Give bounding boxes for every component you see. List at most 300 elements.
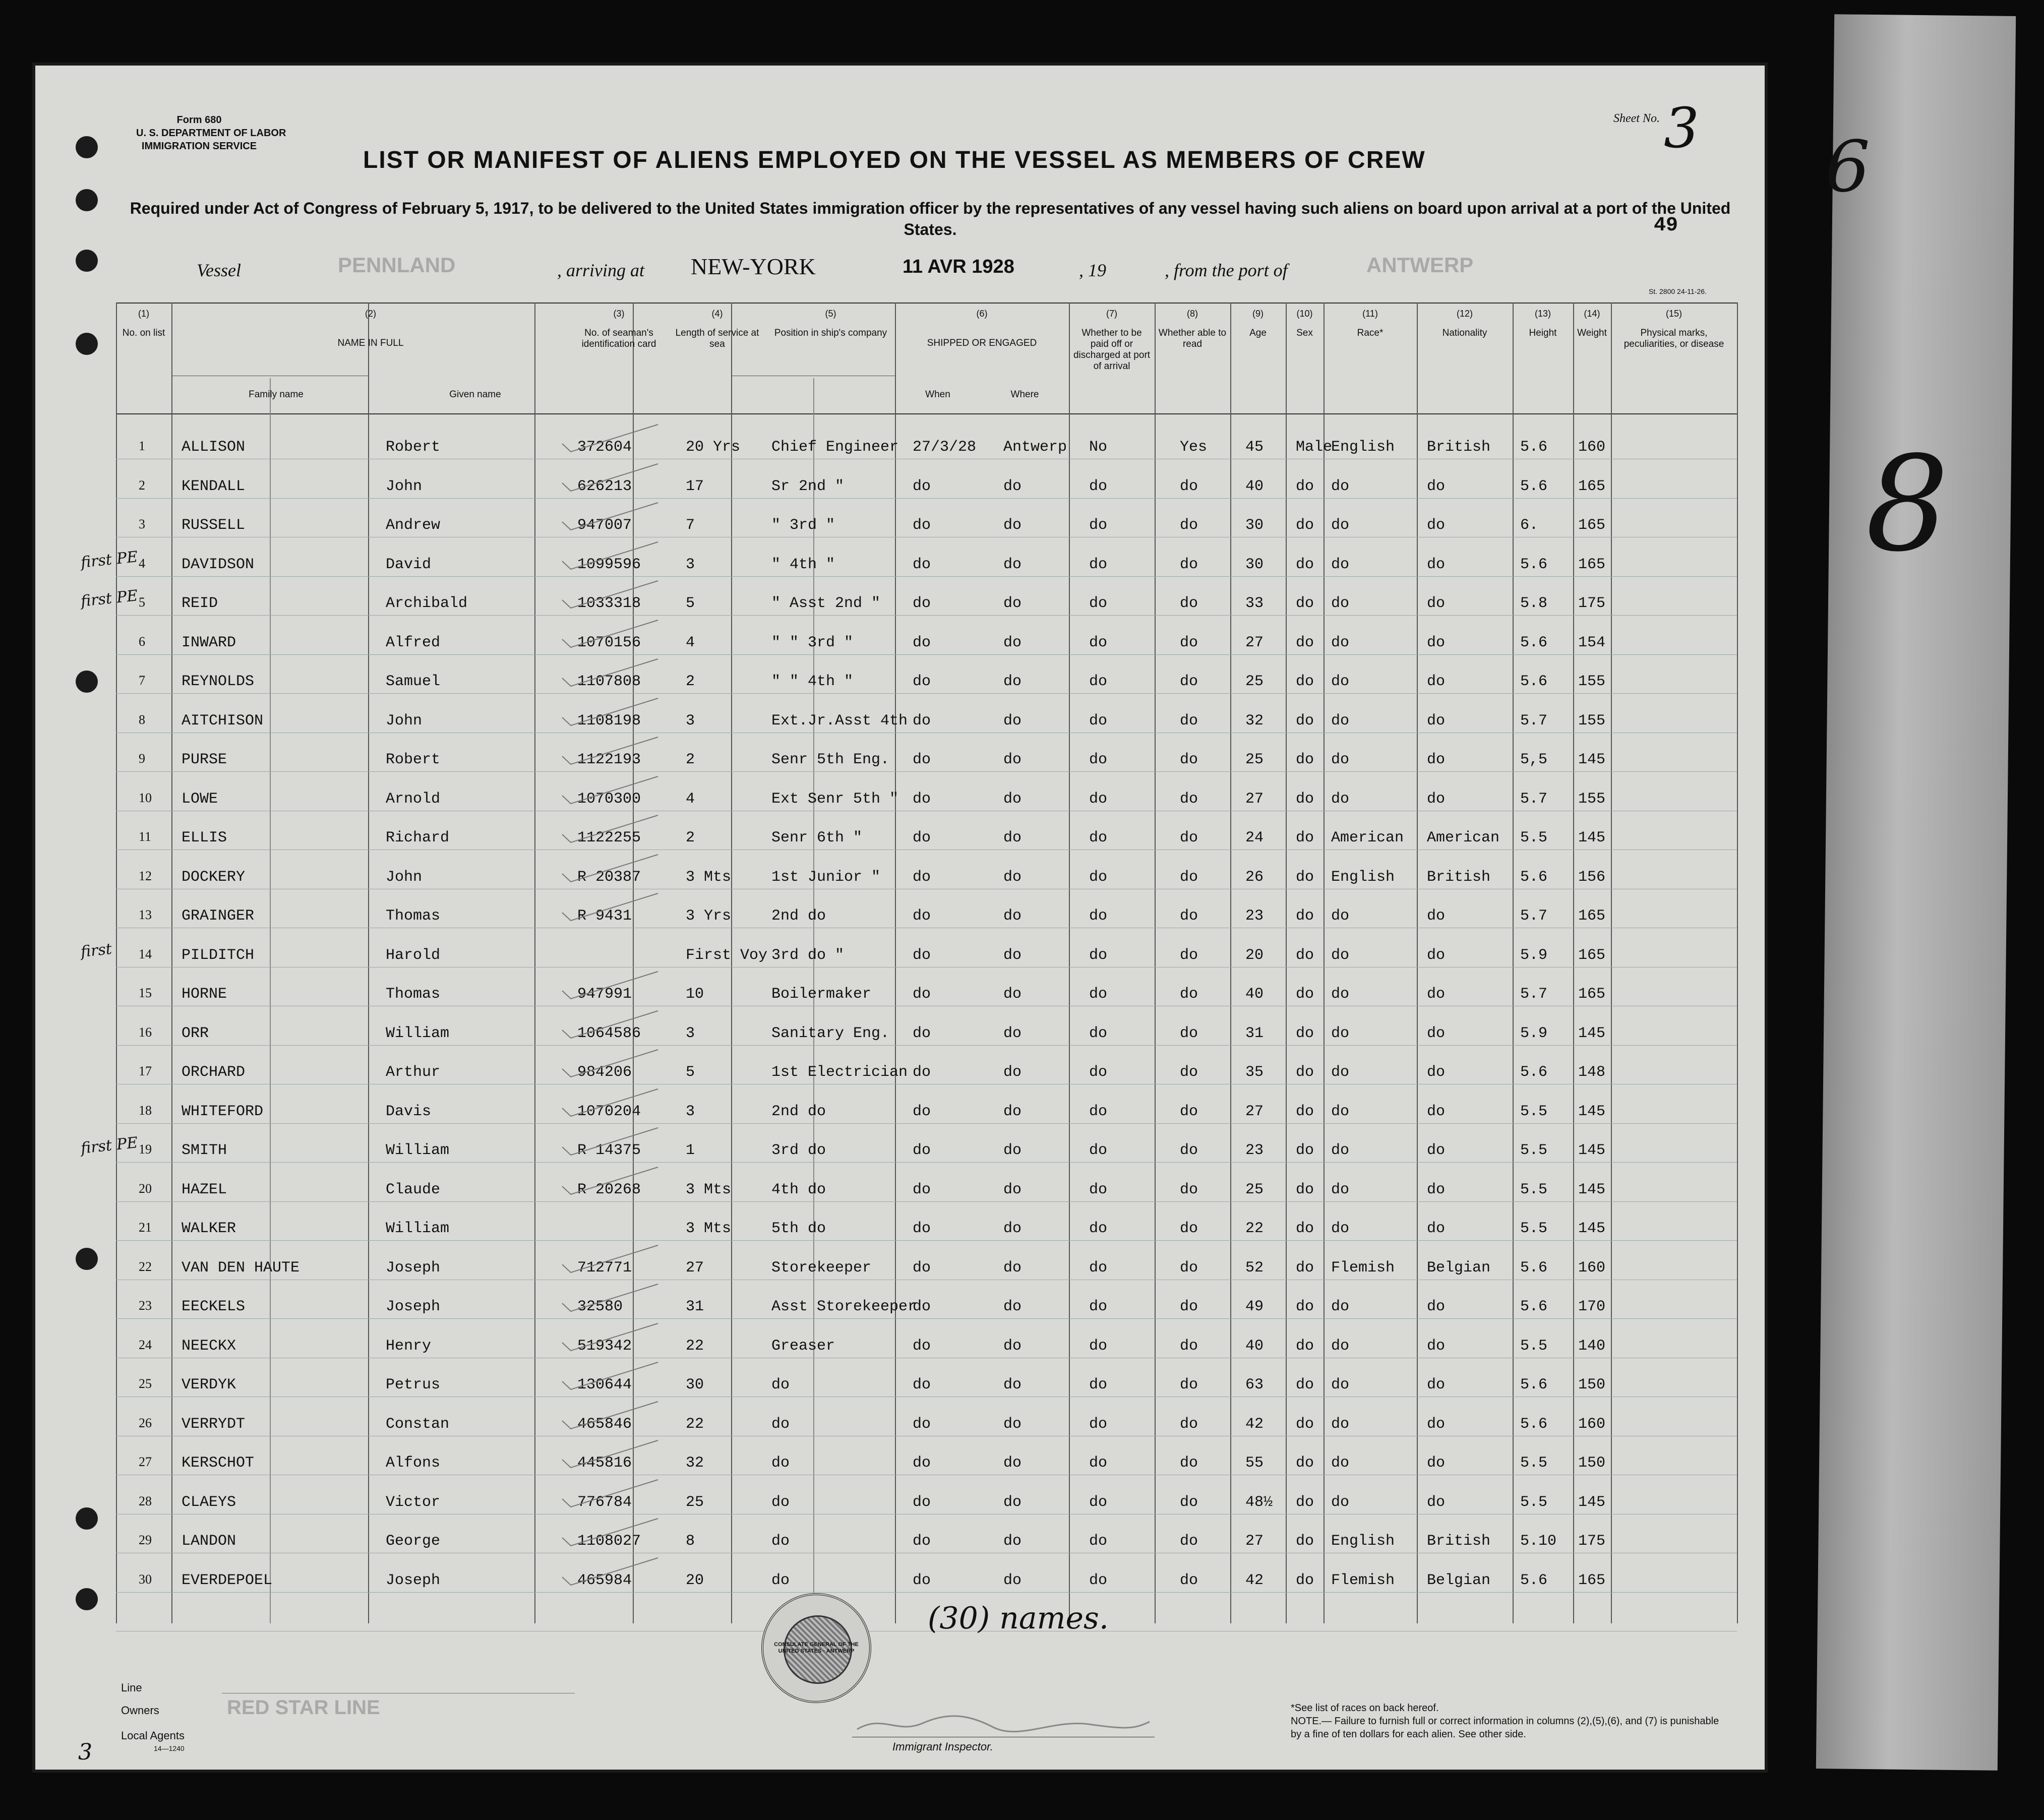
table-cell: do <box>1003 595 1022 612</box>
table-cell: 145 <box>1578 751 1606 768</box>
table-cell: EVERDEPOEL <box>182 1571 273 1589</box>
table-cell: " " 3rd " <box>771 634 854 651</box>
table-cell: 165 <box>1578 986 1606 1003</box>
column-header: Sex <box>1296 328 1313 338</box>
table-cell: 49 <box>1245 1298 1264 1315</box>
table-cell: do <box>1089 1064 1108 1081</box>
table-cell: Senr 6th " <box>771 829 863 846</box>
table-cell: do <box>1089 1142 1108 1159</box>
table-cell: do <box>1296 868 1314 886</box>
arriving-label: , arriving at <box>557 260 645 280</box>
ruled-line <box>116 771 1737 772</box>
table-cell: HORNE <box>182 986 227 1003</box>
check-mark <box>560 619 660 652</box>
table-cell: do <box>1296 1337 1314 1355</box>
table-cell: 2nd do <box>771 1103 826 1120</box>
table-cell: 40 <box>1245 477 1264 495</box>
row-number: 26 <box>139 1415 152 1430</box>
table-cell: do <box>1180 673 1198 690</box>
table-cell: do <box>1089 1024 1108 1042</box>
table-cell: ALLISON <box>182 439 246 456</box>
table-cell: do <box>1089 829 1108 846</box>
table-cell: American <box>1331 829 1404 846</box>
table-cell: 6. <box>1520 517 1539 534</box>
table-cell: " " 4th " <box>771 673 854 690</box>
note-prefix: NOTE. <box>1291 1716 1322 1727</box>
punch-hole <box>76 1248 98 1270</box>
table-cell: 156 <box>1578 868 1606 886</box>
check-mark <box>560 736 660 769</box>
check-mark <box>560 502 660 534</box>
column-rule <box>1286 302 1287 1623</box>
table-cell: do <box>1089 1298 1108 1315</box>
table-cell: 1st Junior " <box>771 868 881 886</box>
check-mark <box>560 1479 660 1511</box>
table-cell: R 20268 <box>577 1181 641 1198</box>
column-number: (3) <box>613 309 625 319</box>
table-cell: do <box>1331 1103 1350 1120</box>
table-cell: Harold <box>386 946 441 964</box>
column-header: Age <box>1249 328 1267 338</box>
table-cell: do <box>913 790 931 808</box>
table-cell: 23 <box>1245 1142 1264 1159</box>
table-cell: 3 Mts <box>686 1220 732 1237</box>
table-cell: 5.6 <box>1520 1259 1548 1277</box>
column-number: (12) <box>1456 309 1473 319</box>
margin-note: first PE <box>80 587 139 611</box>
table-cell: do <box>1427 751 1446 768</box>
column-number: (2) <box>365 309 376 319</box>
check-mark <box>560 541 660 574</box>
table-cell: do <box>913 1298 931 1315</box>
table-cell: 27 <box>1245 1533 1264 1550</box>
table-cell: do <box>1331 1454 1350 1472</box>
table-cell: do <box>913 477 931 495</box>
table-cell: do <box>1427 634 1446 651</box>
check-mark <box>560 814 660 847</box>
table-cell: do <box>1427 595 1446 612</box>
table-cell: do <box>1331 1298 1350 1315</box>
column-header: Whether to be paid off or discharged at port of arrival <box>1073 328 1151 372</box>
table-cell: Thomas <box>386 907 441 925</box>
table-cell: do <box>1003 829 1022 846</box>
column-header: Weight <box>1577 328 1607 338</box>
table-cell: 145 <box>1578 1181 1606 1198</box>
corner-mark: 3 <box>78 1739 92 1765</box>
table-cell: 776784 <box>577 1493 632 1511</box>
table-cell: INWARD <box>182 634 236 651</box>
ruled-line <box>116 693 1737 694</box>
table-cell: 2 <box>686 829 695 846</box>
margin-note: first PE <box>80 548 139 572</box>
table-cell: English <box>1331 1533 1395 1550</box>
table-cell: do <box>1003 556 1022 573</box>
table-cell: 25 <box>1245 751 1264 768</box>
table-cell: 1108198 <box>577 712 641 730</box>
table-cell: do <box>1427 673 1446 690</box>
row-number: 2 <box>139 477 145 493</box>
column-number: (9) <box>1252 309 1264 319</box>
column-rule <box>1611 302 1612 1623</box>
table-cell: 5.5 <box>1520 1454 1548 1472</box>
page-number: 49 <box>1654 214 1678 237</box>
table-cell: do <box>1003 1259 1022 1277</box>
column-rule <box>171 302 172 1623</box>
table-cell: do <box>1427 907 1446 925</box>
table-cell: 32 <box>1245 712 1264 730</box>
table-cell: 4th do <box>771 1181 826 1198</box>
manifest-sheet <box>35 66 1765 1770</box>
table-cell: 1070156 <box>577 634 641 651</box>
table-cell: do <box>1427 1064 1446 1081</box>
table-cell: 3rd do " <box>771 946 845 964</box>
table-cell: do <box>1296 1493 1314 1511</box>
table-cell: do <box>1089 1103 1108 1120</box>
table-cell: 26 <box>1245 868 1264 886</box>
table-cell: 1033318 <box>577 595 641 612</box>
table-cell: 20 Yrs <box>686 439 741 456</box>
table-cell: 2 <box>686 751 695 768</box>
table-cell: 23 <box>1245 907 1264 925</box>
table-cell: 5.5 <box>1520 1337 1548 1355</box>
row-number: 8 <box>139 712 145 727</box>
table-cell: DAVIDSON <box>182 556 255 573</box>
table-cell: 5,5 <box>1520 751 1548 768</box>
date-stamp: 11 AVR 1928 <box>903 256 1014 277</box>
table-cell: VERDYK <box>182 1376 236 1393</box>
table-cell: 30 <box>1245 517 1264 534</box>
check-mark <box>560 658 660 691</box>
table-cell: 3 <box>686 1024 695 1042</box>
table-cell: 5.10 <box>1520 1533 1557 1550</box>
table-cell: Joseph <box>386 1259 441 1277</box>
margin-number-right-2: 8 <box>1866 429 1949 581</box>
table-cell: do <box>1003 1220 1022 1237</box>
table-cell: KENDALL <box>182 477 246 495</box>
table-cell: 5.5 <box>1520 1103 1548 1120</box>
table-cell: do <box>1180 986 1198 1003</box>
table-cell: do <box>913 1337 931 1355</box>
row-number: 6 <box>139 634 145 649</box>
table-cell: 626213 <box>577 477 632 495</box>
table-cell: do <box>771 1376 790 1393</box>
check-mark <box>560 1401 660 1433</box>
check-mark <box>560 854 660 886</box>
ruled-line <box>116 1162 1737 1163</box>
check-mark <box>560 1557 660 1590</box>
table-cell: 22 <box>1245 1220 1264 1237</box>
table-cell: do <box>1331 1220 1350 1237</box>
table-cell: 1070300 <box>577 790 641 808</box>
table-cell: do <box>913 1533 931 1550</box>
table-cell: 45 <box>1245 439 1264 456</box>
table-cell: do <box>1331 946 1350 964</box>
table-cell: do <box>1003 712 1022 730</box>
table-cell: do <box>1180 1181 1198 1198</box>
table-cell: HAZEL <box>182 1181 227 1198</box>
check-mark <box>560 697 660 730</box>
table-cell: do <box>1331 1376 1350 1393</box>
column-number: (8) <box>1187 309 1198 319</box>
table-cell: do <box>1089 556 1108 573</box>
table-cell: do <box>1296 1298 1314 1315</box>
column-number: (1) <box>138 309 149 319</box>
table-cell: do <box>1180 1259 1198 1277</box>
table-cell: do <box>1427 1337 1446 1355</box>
table-cell: John <box>386 868 423 886</box>
table-cell: 5.6 <box>1520 556 1548 573</box>
table-cell: do <box>1331 517 1350 534</box>
table-cell: 1 <box>686 1142 695 1159</box>
table-cell: 27/3/28 <box>913 439 977 456</box>
table-cell: do <box>1296 634 1314 651</box>
row-number: 18 <box>139 1103 152 1118</box>
row-number: 3 <box>139 517 145 531</box>
table-cell: 150 <box>1578 1376 1606 1393</box>
column-rule <box>1324 302 1325 1623</box>
table-cell: 165 <box>1578 517 1606 534</box>
table-cell: 25 <box>1245 1181 1264 1198</box>
table-cell: 1099596 <box>577 556 641 573</box>
column-rule <box>1573 302 1574 1623</box>
margin-number-right: 6 <box>1825 126 1871 208</box>
check-mark <box>560 1127 660 1160</box>
table-cell: do <box>1003 751 1022 768</box>
row-number: 19 <box>139 1142 152 1157</box>
column-subheader: Family name <box>249 389 304 400</box>
check-mark <box>560 970 660 1003</box>
column-number: (14) <box>1584 309 1600 319</box>
table-cell: do <box>1296 517 1314 534</box>
table-cell: Storekeeper <box>771 1259 872 1277</box>
table-cell: do <box>1180 1220 1198 1237</box>
row-number: 13 <box>139 907 152 922</box>
table-cell: do <box>1296 1533 1314 1550</box>
sheet-label: Sheet No. <box>1613 112 1660 125</box>
table-cell: do <box>1296 1064 1314 1081</box>
check-mark <box>560 1166 660 1199</box>
footnote <box>1291 1702 1719 1741</box>
subcolumn-rule <box>270 378 271 1623</box>
table-cell: Joseph <box>386 1571 441 1589</box>
arriving-port: NEW-YORK <box>691 254 816 279</box>
table-cell: do <box>1003 1064 1022 1081</box>
table-cell: 5.6 <box>1520 439 1548 456</box>
table-cell: 3 <box>686 556 695 573</box>
table-cell: do <box>913 556 931 573</box>
table-cell: do <box>1427 1415 1446 1433</box>
table-cell: do <box>1296 1259 1314 1277</box>
table-cell: do <box>1003 907 1022 925</box>
table-cell: do <box>1003 946 1022 964</box>
table-cell: 40 <box>1245 1337 1264 1355</box>
table-cell: 5.6 <box>1520 1064 1548 1081</box>
table-cell: R 20387 <box>577 868 641 886</box>
line-label: Line <box>121 1681 142 1694</box>
table-cell: 25 <box>1245 673 1264 690</box>
check-mark <box>560 1049 660 1081</box>
consulate-seal <box>761 1593 871 1703</box>
table-cell: 145 <box>1578 1103 1606 1120</box>
table-cell: do <box>1427 790 1446 808</box>
margin-note: first PE <box>80 1134 139 1158</box>
table-cell: 5.5 <box>1520 1181 1548 1198</box>
table-cell: William <box>386 1220 450 1237</box>
table-cell: do <box>1180 1533 1198 1550</box>
table-cell: 154 <box>1578 634 1606 651</box>
column-number: (7) <box>1106 309 1117 319</box>
table-cell: Asst Storekeeper <box>771 1298 917 1315</box>
column-rule <box>1155 302 1156 1623</box>
ruled-line <box>116 576 1737 577</box>
table-cell: VERRYDT <box>182 1415 246 1433</box>
table-cell: do <box>1331 986 1350 1003</box>
page-subtitle: Required under Act of Congress of February 5, 1917, to be delivered to the United States immigration officer by the representatives of any vessel having such aliens on board upon arrival at a port of the United States. <box>130 199 1731 238</box>
table-cell: do <box>1089 1337 1108 1355</box>
table-cell: 5.7 <box>1520 712 1548 730</box>
table-cell: 35 <box>1245 1064 1264 1081</box>
column-header: NAME IN FULL <box>337 338 404 348</box>
column-header: Whether able to read <box>1158 328 1227 349</box>
table-cell: do <box>1089 868 1108 886</box>
table-cell: 984206 <box>577 1064 632 1081</box>
table-cell: WHITEFORD <box>182 1103 264 1120</box>
table-cell: 42 <box>1245 1571 1264 1589</box>
table-cell: 20 <box>686 1571 704 1589</box>
table-cell: do <box>1003 986 1022 1003</box>
ruled-line <box>116 1123 1737 1124</box>
table-cell: Male <box>1296 439 1333 456</box>
table-cell: Richard <box>386 829 450 846</box>
table-cell: do <box>913 595 931 612</box>
table-cell: do <box>913 1571 931 1589</box>
table-cell: 48½ <box>1245 1493 1273 1511</box>
ruled-line <box>116 1318 1737 1319</box>
check-mark <box>560 1088 660 1121</box>
table-cell: do <box>1296 477 1314 495</box>
table-cell: 130644 <box>577 1376 632 1393</box>
check-mark <box>560 1010 660 1043</box>
table-cell: do <box>1427 946 1446 964</box>
table-cell: 5.9 <box>1520 1024 1548 1042</box>
table-cell: Alfons <box>386 1454 441 1472</box>
table-cell: do <box>1427 712 1446 730</box>
table-cell: 27 <box>1245 1103 1264 1120</box>
table-cell: do <box>1003 634 1022 651</box>
table-cell: REYNOLDS <box>182 673 255 690</box>
table-cell: 5.6 <box>1520 673 1548 690</box>
table-cell: 4 <box>686 790 695 808</box>
table-cell: do <box>1089 1376 1108 1393</box>
table-cell: Flemish <box>1331 1259 1395 1277</box>
table-cell: Senr 5th Eng. <box>771 751 890 768</box>
table-cell: do <box>1180 790 1198 808</box>
table-cell: do <box>1296 1220 1314 1237</box>
from-label: , from the port of <box>1165 260 1288 280</box>
table-cell: do <box>913 1493 931 1511</box>
table-cell: do <box>1089 1220 1108 1237</box>
punch-hole <box>76 1507 98 1530</box>
table-cell: 145 <box>1578 1142 1606 1159</box>
table-cell: do <box>1331 1181 1350 1198</box>
table-cell: do <box>913 907 931 925</box>
table-cell: 5th do <box>771 1220 826 1237</box>
column-header: Race* <box>1357 328 1384 338</box>
table-cell: 170 <box>1578 1298 1606 1315</box>
row-number: 17 <box>139 1064 152 1078</box>
table-top-rule <box>116 302 1737 304</box>
owners-label: Owners <box>121 1704 159 1717</box>
table-cell: do <box>913 986 931 1003</box>
table-cell: do <box>1003 1103 1022 1120</box>
table-cell: do <box>1296 1571 1314 1589</box>
row-number: 30 <box>139 1571 152 1587</box>
column-rule <box>1417 302 1418 1623</box>
table-cell: 5.5 <box>1520 1493 1548 1511</box>
table-cell: do <box>1180 946 1198 964</box>
punch-hole <box>76 136 98 158</box>
column-number: (11) <box>1362 309 1378 319</box>
table-cell: 25 <box>686 1493 704 1511</box>
table-cell: do <box>1089 712 1108 730</box>
table-cell: do <box>1427 1220 1446 1237</box>
table-cell: 55 <box>1245 1454 1264 1472</box>
table-cell: 165 <box>1578 907 1606 925</box>
table-cell: do <box>1180 751 1198 768</box>
table-cell: Greaser <box>771 1337 835 1355</box>
table-cell: do <box>1003 868 1022 886</box>
table-cell: do <box>1331 1064 1350 1081</box>
table-cell: 5.6 <box>1520 1571 1548 1589</box>
table-cell: 8 <box>686 1533 695 1550</box>
table-cell: Ext Senr 5th " <box>771 790 899 808</box>
ruled-line <box>116 1201 1737 1202</box>
check-mark <box>560 892 660 925</box>
table-cell: 4 <box>686 634 695 651</box>
table-cell: 2 <box>686 673 695 690</box>
table-cell: 1070204 <box>577 1103 641 1120</box>
names-count-annotation: (30) names. <box>928 1601 1109 1636</box>
table-cell: 5.6 <box>1520 1376 1548 1393</box>
table-cell: do <box>771 1454 790 1472</box>
table-cell: do <box>913 712 931 730</box>
table-cell: 10 <box>686 986 704 1003</box>
table-cell: PILDITCH <box>182 946 255 964</box>
print-code: St. 2800 24-11-26. <box>1649 287 1707 295</box>
table-cell: 27 <box>1245 634 1264 651</box>
row-number: 24 <box>139 1337 152 1352</box>
table-cell: CLAEYS <box>182 1493 236 1511</box>
table-cell: No <box>1089 439 1108 456</box>
table-cell: DOCKERY <box>182 868 246 886</box>
table-cell: 5.9 <box>1520 946 1548 964</box>
table-cell: 3 Mts <box>686 868 732 886</box>
column-rule <box>534 302 535 1623</box>
table-cell: do <box>1180 829 1198 846</box>
punch-hole <box>76 333 98 355</box>
punch-hole <box>76 189 98 211</box>
table-cell: do <box>1296 1024 1314 1042</box>
check-mark <box>560 1322 660 1355</box>
table-cell: do <box>1089 477 1108 495</box>
table-cell: 160 <box>1578 1259 1606 1277</box>
table-cell: do <box>1331 1142 1350 1159</box>
service-name: IMMIGRATION SERVICE <box>141 141 257 152</box>
table-cell: LOWE <box>182 790 218 808</box>
column-rule <box>895 302 896 1623</box>
table-cell: 5.8 <box>1520 595 1548 612</box>
table-cell: do <box>1331 634 1350 651</box>
